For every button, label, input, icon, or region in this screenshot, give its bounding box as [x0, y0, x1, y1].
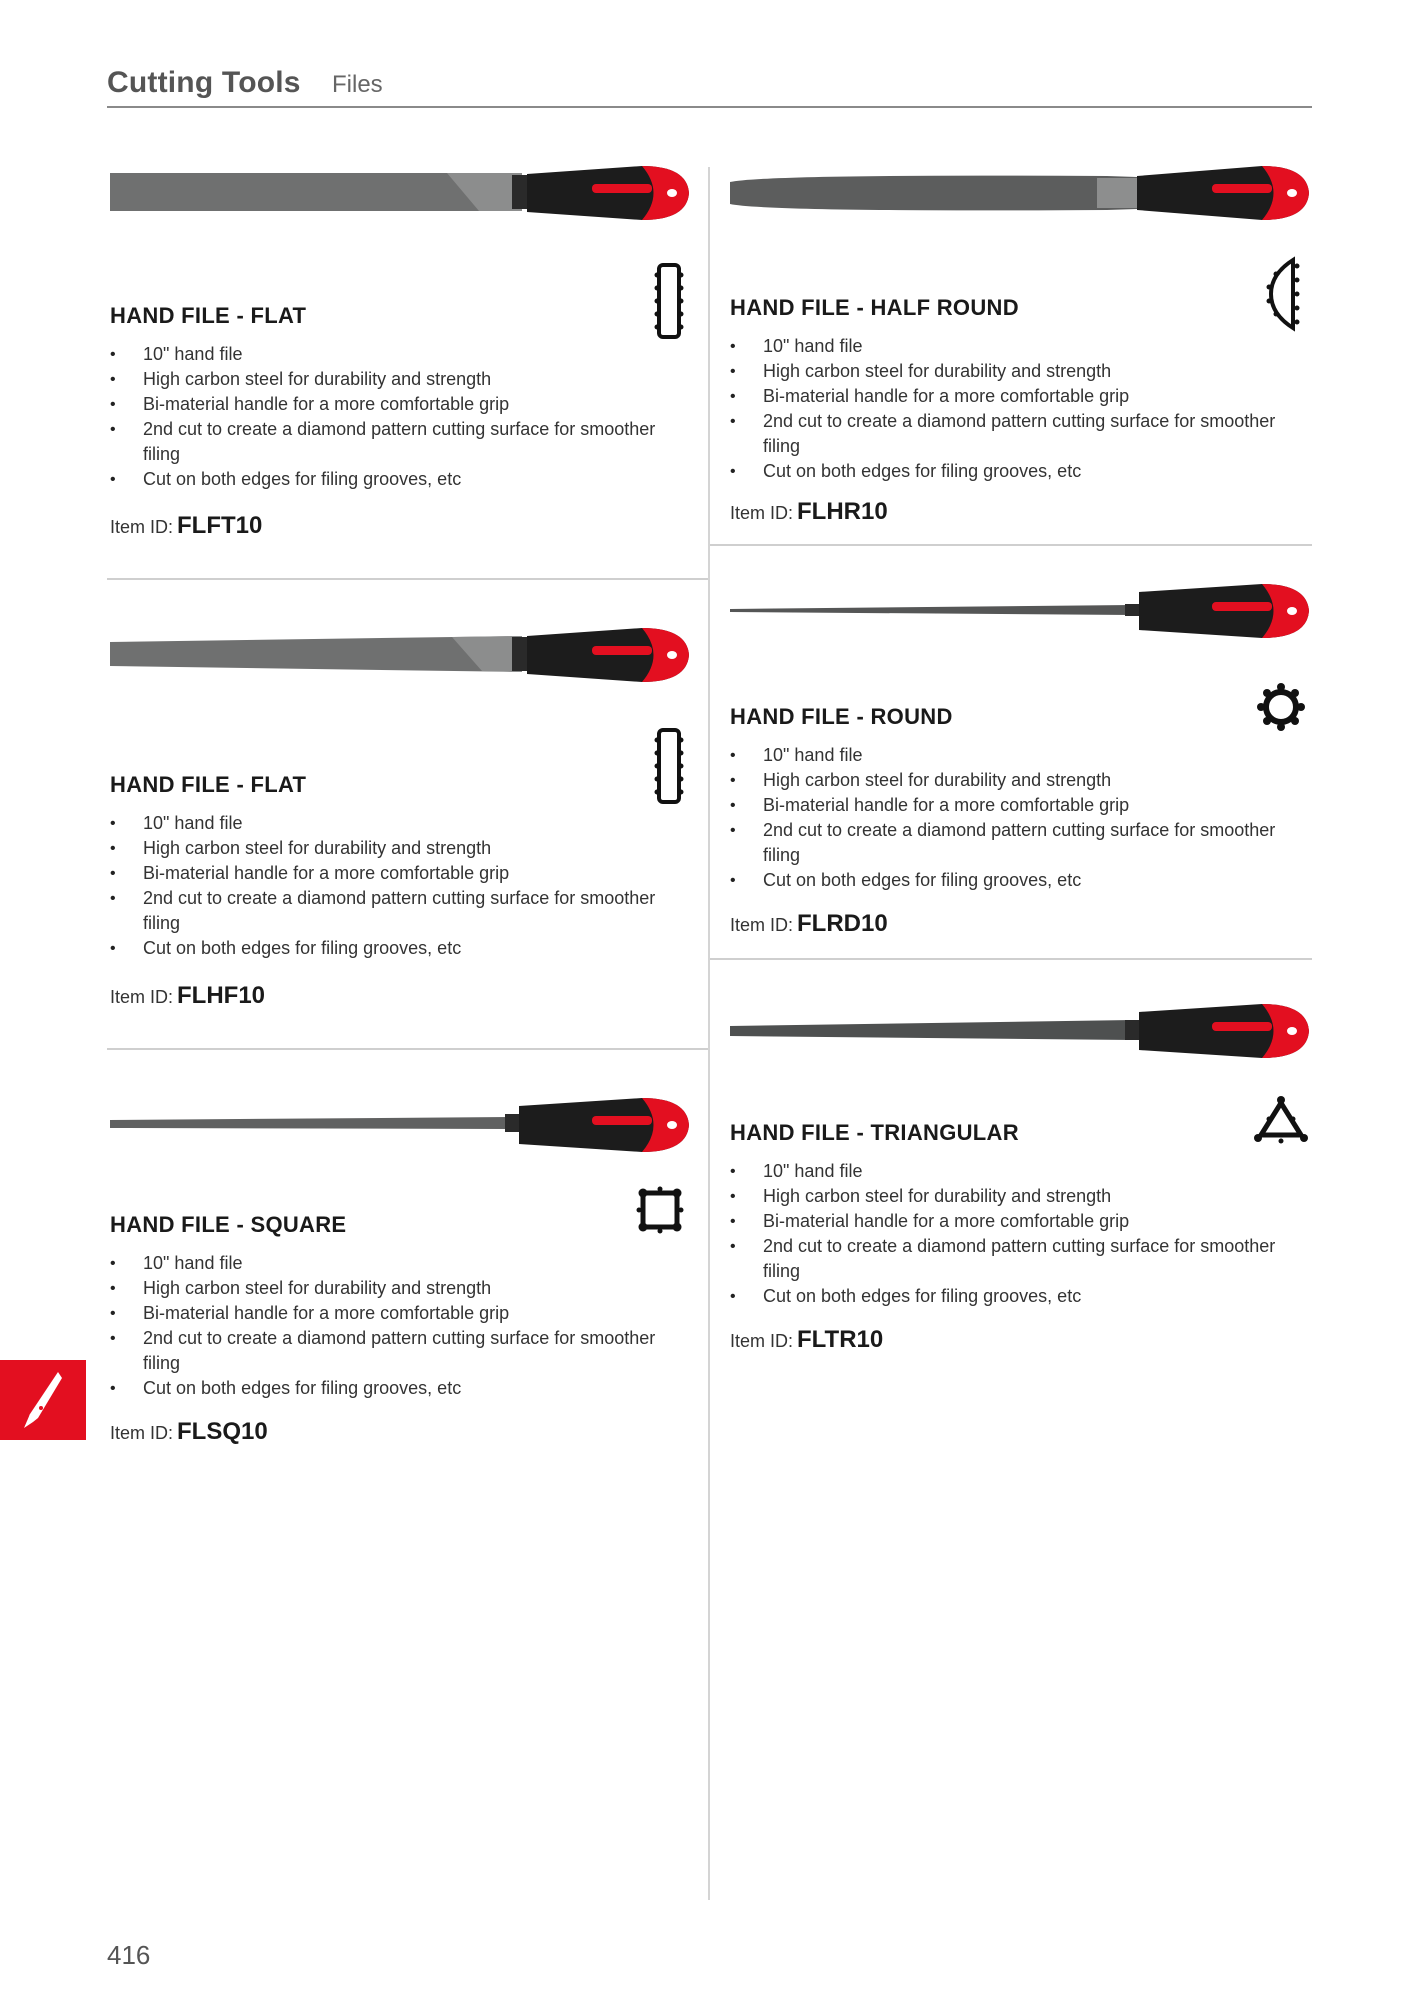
bullet-icon: • — [730, 1288, 736, 1305]
bullet-icon: • — [730, 747, 736, 764]
bullet-icon: • — [730, 463, 736, 480]
section-side-tab[interactable] — [0, 1360, 86, 1440]
flat-file-image — [107, 160, 692, 230]
square-file-image — [107, 1092, 692, 1162]
feature-item: • High carbon steel for durability and strength — [730, 1184, 1290, 1209]
product-title: HAND FILE - SQUARE — [110, 1212, 347, 1237]
bullet-icon: • — [110, 1255, 116, 1272]
bullet-icon: • — [730, 388, 736, 405]
bullet-icon: • — [110, 815, 116, 832]
item-id-label: Item ID: — [730, 503, 794, 523]
page-number: 416 — [107, 1940, 151, 1970]
bullet-icon: • — [730, 772, 736, 789]
feature-item: • High carbon steel for durability and strength — [110, 367, 670, 392]
product-card — [107, 622, 707, 1022]
feature-list — [730, 334, 1290, 484]
product-card — [107, 1092, 707, 1492]
bullet-icon: • — [730, 1163, 736, 1180]
item-id — [730, 498, 888, 526]
feature-item: • High carbon steel for durability and strength — [110, 836, 670, 861]
triangular-profile-icon — [1253, 1095, 1309, 1145]
bullet-icon: • — [110, 396, 116, 413]
feature-item: • 2nd cut to create a diamond pattern cutting surface for smoother filing — [730, 411, 1276, 456]
item-id — [110, 1418, 268, 1446]
feature-list — [730, 1159, 1290, 1309]
bullet-icon: • — [110, 1380, 116, 1397]
product-card — [727, 160, 1317, 540]
product-title: HAND FILE - HALF ROUND — [730, 295, 1019, 320]
feature-item: • 10" hand file — [110, 1251, 670, 1276]
feature-item: • Bi-material handle for a more comfortable grip — [110, 392, 670, 417]
bullet-icon: • — [110, 1305, 116, 1322]
row-divider — [107, 1048, 708, 1050]
bullet-icon: • — [730, 363, 736, 380]
item-id — [730, 910, 888, 938]
feature-item: • High carbon steel for durability and strength — [110, 1276, 670, 1301]
product-title: HAND FILE - ROUND — [730, 704, 953, 729]
feature-item: • 10" hand file — [730, 1159, 1290, 1184]
bullet-icon: • — [110, 371, 116, 388]
item-id-label: Item ID: — [110, 1423, 174, 1443]
bullet-icon: • — [730, 1238, 736, 1255]
feature-item: • Cut on both edges for filing grooves, etc — [110, 936, 670, 961]
item-id-value: FLTR10 — [797, 1326, 884, 1353]
feature-item: • Cut on both edges for filing grooves, etc — [730, 459, 1290, 484]
item-id-value: FLHF10 — [177, 982, 266, 1009]
feature-item: • Bi-material handle for a more comfortable grip — [110, 1301, 670, 1326]
bullet-icon: • — [730, 1188, 736, 1205]
feature-item: • 2nd cut to create a diamond pattern cutting surface for smoother filing — [110, 888, 656, 933]
round-profile-icon — [1254, 680, 1308, 734]
feature-item: • Bi-material handle for a more comfortable grip — [730, 1209, 1290, 1234]
bullet-icon: • — [110, 421, 116, 438]
square-profile-icon — [635, 1185, 685, 1235]
product-title: HAND FILE - TRIANGULAR — [730, 1120, 1019, 1145]
flat-profile-icon — [652, 260, 686, 342]
bullet-icon: • — [730, 1213, 736, 1230]
bullet-icon: • — [110, 890, 116, 907]
product-card — [107, 160, 707, 560]
feature-item: • Bi-material handle for a more comfortable grip — [110, 861, 670, 886]
bullet-icon: • — [730, 413, 736, 430]
item-id-label: Item ID: — [730, 915, 794, 935]
feature-list — [110, 1251, 670, 1401]
row-divider — [107, 578, 708, 580]
feature-list — [110, 811, 670, 961]
row-divider — [710, 958, 1312, 960]
feature-item: • High carbon steel for durability and strength — [730, 768, 1290, 793]
feature-item: • 2nd cut to create a diamond pattern cutting surface for smoother filing — [110, 1328, 656, 1373]
feature-item: • Bi-material handle for a more comfortable grip — [730, 384, 1290, 409]
feature-item: • Bi-material handle for a more comfortable grip — [730, 793, 1290, 818]
bullet-icon: • — [110, 865, 116, 882]
column-divider — [708, 167, 710, 1900]
feature-item: • Cut on both edges for filing grooves, etc — [110, 467, 670, 492]
item-id — [110, 512, 262, 540]
round-file-image — [727, 578, 1312, 648]
feature-item: • 2nd cut to create a diamond pattern cutting surface for smoother filing — [730, 1236, 1276, 1281]
flat-file-image — [107, 622, 692, 692]
bullet-icon: • — [730, 872, 736, 889]
feature-item: • 10" hand file — [730, 743, 1290, 768]
page-subtitle: Files — [332, 71, 383, 98]
item-id-value: FLFT10 — [177, 512, 263, 539]
item-id-value: FLHR10 — [797, 498, 888, 525]
item-id — [110, 982, 265, 1010]
item-id-label: Item ID: — [110, 517, 174, 537]
bullet-icon: • — [110, 840, 116, 857]
feature-list — [110, 342, 670, 492]
feature-item: • 10" hand file — [110, 811, 670, 836]
feature-item: • Cut on both edges for filing grooves, etc — [110, 1376, 670, 1401]
item-id-label: Item ID: — [110, 987, 174, 1007]
bullet-icon: • — [110, 346, 116, 363]
bullet-icon: • — [110, 940, 116, 957]
product-card — [727, 998, 1317, 1378]
feature-item: • High carbon steel for durability and strength — [730, 359, 1290, 384]
feature-list — [730, 743, 1290, 893]
bullet-icon: • — [110, 1280, 116, 1297]
product-title: HAND FILE - FLAT — [110, 303, 307, 328]
half-round-profile-icon — [1265, 254, 1305, 334]
item-id — [730, 1326, 883, 1354]
product-card — [727, 578, 1317, 948]
half-round-file-image — [727, 160, 1312, 230]
item-id-value: FLRD10 — [797, 910, 888, 937]
feature-item: • Cut on both edges for filing grooves, etc — [730, 868, 1290, 893]
feature-item: • Cut on both edges for filing grooves, etc — [730, 1284, 1290, 1309]
feature-item: • 2nd cut to create a diamond pattern cutting surface for smoother filing — [110, 419, 656, 464]
feature-item: • 2nd cut to create a diamond pattern cutting surface for smoother filing — [730, 820, 1276, 865]
bullet-icon: • — [730, 822, 736, 839]
product-title: HAND FILE - FLAT — [110, 772, 307, 797]
bullet-icon: • — [110, 471, 116, 488]
bullet-icon: • — [730, 797, 736, 814]
item-id-value: FLSQ10 — [177, 1418, 268, 1445]
bullet-icon: • — [110, 1330, 116, 1347]
triangular-file-image — [727, 998, 1312, 1068]
cutting-blade-icon — [0, 1360, 86, 1440]
feature-item: • 10" hand file — [110, 342, 670, 367]
flat-profile-icon — [652, 725, 686, 807]
item-id-label: Item ID: — [730, 1331, 794, 1351]
page-header — [107, 62, 1312, 108]
feature-item: • 10" hand file — [730, 334, 1290, 359]
row-divider — [710, 544, 1312, 546]
page-title: Cutting Tools — [107, 66, 301, 99]
bullet-icon: • — [730, 338, 736, 355]
